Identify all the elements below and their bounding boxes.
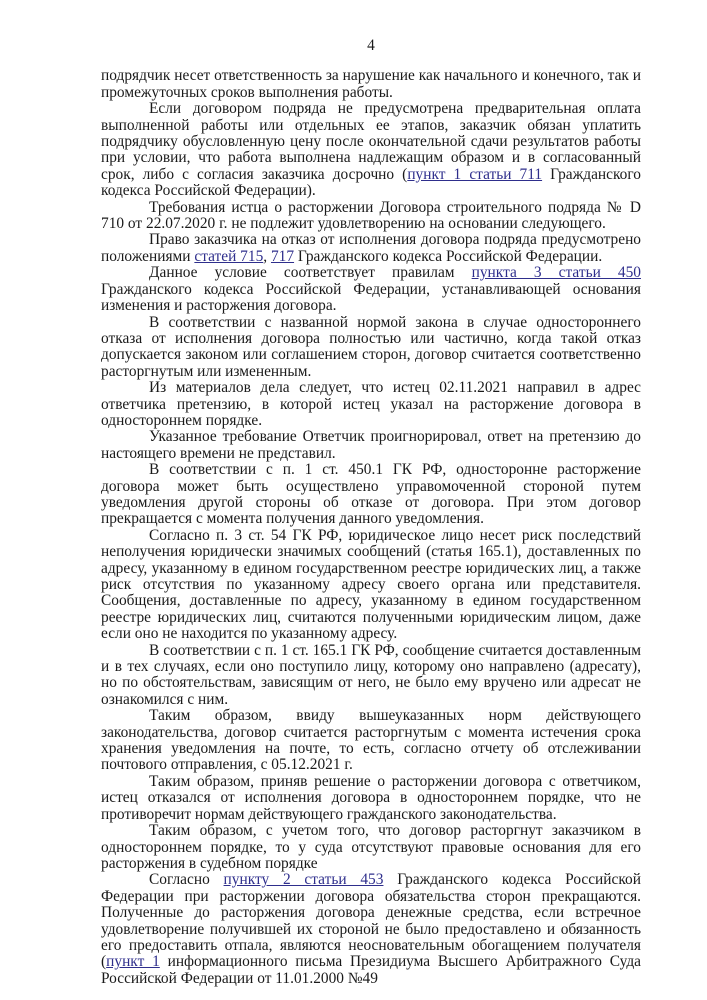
paragraph: [101, 708, 641, 774]
law-reference-link[interactable]: пункту 2 статьи 453: [223, 871, 384, 889]
law-reference-link[interactable]: 717: [270, 247, 295, 265]
paragraph-text: Право заказчика на отказ от исполнения договора подряда предусмотрено положениями: [101, 231, 641, 265]
paragraph: [101, 774, 641, 823]
paragraph: [101, 200, 641, 233]
paragraph-text: Таким образом, приняв решение о расторжении договора с ответчиком, истец отказался от исполнения договора в одностороннем порядке, что не противоречит нормам действующего гражданского законодательства.: [101, 772, 641, 823]
paragraph-text: информационного письма Президиума Высшего Арбитражного Суда Российской Федерации от 11.01.2000 №49: [101, 953, 641, 987]
paragraph: [101, 265, 641, 314]
paragraph-text: Согласно: [149, 871, 224, 889]
law-reference-link[interactable]: пункт 1: [106, 953, 160, 971]
paragraph: [101, 315, 641, 381]
paragraph: [101, 872, 641, 987]
document-body: [101, 68, 641, 987]
paragraph: [101, 643, 641, 709]
law-reference-link[interactable]: пункт 1 статьи 711: [407, 165, 543, 183]
paragraph-text: Таким образом, ввиду вышеуказанных норм действующего законодательства, договор считается расторгнутым с момента истечения срока хранения уведомления на почте, то есть, согласно отчету об отслеживании почтового отправления, с 05.12.2021 г.: [101, 707, 641, 774]
paragraph-text: В соответствии с п. 1 ст. 165.1 ГК РФ, сообщение считается доставленным и в тех случаях, если оно поступило лицу, которому оно направлено (адресату), но по обстоятельствам, зависящим от него, не было ему вручено или адресат не ознакомился с ним.: [101, 641, 641, 708]
paragraph-text: Гражданского кодекса Российской Федерации.: [294, 247, 603, 265]
paragraph-text: Гражданского кодекса Российской Федерации при расторжении договора обязательства сторон прекращаются. Полученные до расторжения договора денежные средства, если встречное удовлетворение получившей их стороной не было предоставлено и обязанность его предоставить отпала, являются неосновательным обогащением получателя (: [101, 871, 641, 971]
paragraph-text: Из материалов дела следует, что истец 02.11.2021 направил в адрес ответчика претензию, в которой истец указал на расторжение договора в одностороннем порядке.: [101, 379, 641, 429]
paragraph-text: Данное условие соответствует правилам: [149, 264, 472, 282]
paragraph-text: Если договором подряда не предусмотрена предварительная оплата выполненной работы или отдельных ее этапов, заказчик обязан уплатить подрядчику обусловленную цену после окончательной сдачи результатов работы при условии, что работа выполнена надлежащим образом и в согласованный срок, либо с согласия заказчика досрочно (: [101, 100, 641, 183]
paragraph-text: Требования истца о расторжении Договора строительного подряда № D 710 от 22.07.2020 г. не подлежит удовлетворению на основании следующего.: [101, 198, 641, 233]
document-page: [101, 38, 641, 987]
law-reference-link[interactable]: пункта 3 статьи 450: [471, 264, 641, 282]
paragraph-text: Указанное требование Ответчик проигнорировал, ответ на претензию до настоящего времени не представил.: [101, 428, 641, 462]
paragraph-text: Гражданского кодекса Российской Федерации).: [101, 165, 641, 200]
paragraph: [101, 232, 641, 265]
paragraph-text: Гражданского кодекса Российской Федерации, устанавливающей основания изменения и расторжения договора.: [101, 280, 641, 315]
paragraph: [101, 68, 641, 101]
paragraph-text: Согласно п. 3 ст. 54 ГК РФ, юридическое лицо несет риск последствий неполучения юридически значимых сообщений (статья 165.1), доставленных по адресу, указанному в едином государственном реестре юридических лиц, а также риск отсутствия по указанному адресу своего органа или представителя. Сообщения, доставленные по адресу, указанному в едином государственном реестре юридических лиц, считаются полученными юридическим лицом, даже если оно не находится по указанному адресу.: [101, 526, 641, 643]
paragraph-text: Таким образом, с учетом того, что договор расторгнут заказчиком в одностороннем порядке, то у суда отсутствуют правовые основания для его расторжения в судебном порядке: [101, 822, 641, 872]
page-number: 4: [367, 37, 375, 54]
paragraph-text: подрядчик несет ответственность за нарушение как начального и конечного, так и промежуточных сроков выполнения работы.: [101, 67, 641, 101]
paragraph: [101, 823, 641, 872]
law-reference-link[interactable]: статей 715: [194, 247, 264, 265]
paragraph-text: В соответствии с названной нормой закона в случае одностороннего отказа от исполнения договора полностью или частично, когда такой отказ допускается законом или соглашением сторон, договор считается соответственно расторгнутым или измененным.: [101, 313, 641, 380]
paragraph: [101, 429, 641, 462]
paragraph-text: В соответствии с п. 1 ст. 450.1 ГК РФ, односторонне расторжение договора может быть осуществлено управомоченной стороной путем уведомления другой стороны об отказе от договора. При этом договор прекращается с момента получения данного уведомления.: [101, 461, 641, 528]
paragraph: [101, 380, 641, 429]
paragraph: [101, 101, 641, 199]
paragraph-text: ,: [263, 247, 271, 265]
paragraph: [101, 528, 641, 643]
paragraph: [101, 462, 641, 528]
